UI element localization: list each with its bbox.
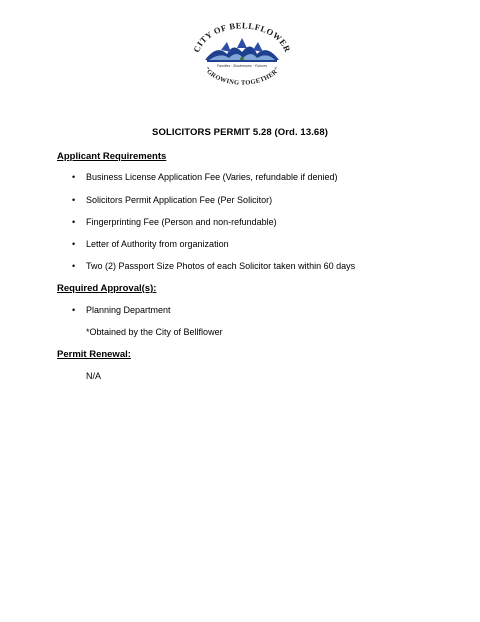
page-title: SOLICITORS PERMIT 5.28 (Ord. 13.68) <box>152 127 328 138</box>
list-item <box>72 239 229 249</box>
bullet-icon: • <box>72 305 76 315</box>
list-item <box>72 195 272 205</box>
permit-renewal-heading: Permit Renewal: <box>57 349 131 360</box>
list-item-text: Fingerprinting Fee (Person and non-refundable) <box>86 217 277 227</box>
list-item <box>72 261 355 271</box>
list-item-text: Planning Department <box>86 305 171 315</box>
list-item-text: Two (2) Passport Size Photos of each Solicitor taken within 60 days <box>86 261 356 271</box>
logo-tagline: Families · Businesses · Futures <box>216 64 268 68</box>
approval-note: *Obtained by the City of Bellflower <box>86 327 223 337</box>
bullet-icon: • <box>72 261 76 271</box>
list-item <box>72 172 337 182</box>
applicant-requirements-heading: Applicant Requirements <box>57 151 167 162</box>
city-logo <box>187 22 297 88</box>
svg-text:CITY OF BELLFLOWER <box>191 22 293 54</box>
bullet-icon: • <box>72 172 76 182</box>
logo-flower-art <box>205 38 279 62</box>
list-item-text: Business License Application Fee (Varies, refundable if denied) <box>86 172 338 182</box>
list-item <box>72 305 171 315</box>
list-item <box>72 217 277 227</box>
bullet-icon: • <box>72 217 76 227</box>
list-item-text: Solicitors Permit Application Fee (Per Solicitor) <box>86 195 273 205</box>
logo-arc-bottom-text: "GROWING TOGETHER" <box>202 65 282 87</box>
permit-renewal-value: N/A <box>86 371 102 381</box>
required-approvals-heading: Required Approval(s): <box>57 283 157 294</box>
bullet-icon: • <box>72 195 76 205</box>
logo-arc-top-text: CITY OF BELLFLOWER <box>191 22 293 54</box>
svg-text:"GROWING TOGETHER" <box>203 66 282 87</box>
bullet-icon: • <box>72 239 76 249</box>
list-item-text: Letter of Authority from organization <box>86 239 229 249</box>
